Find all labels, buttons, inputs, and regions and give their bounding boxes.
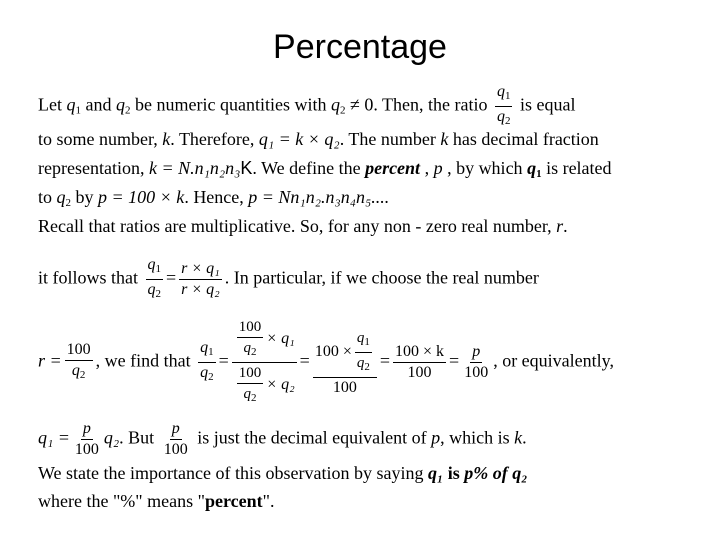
line-10: where the "%" means "percent".	[38, 491, 275, 511]
line-9: We state the importance of this observation by saying q₁ is p% of q₂	[38, 463, 528, 483]
line-6: it follows that $\frac{q_1}{q_2}$ = $\frac{\text{r × q₁}}{\text{r × q₂}}$ . In particular, if we choose the real number	[38, 256, 539, 303]
q1-over-q2: $\frac{q_1}{q_2}$	[147, 256, 161, 300]
line-3: representation, k = N.n₁n₂n₃K. We define the percent , p , by which $q_1$ is related	[38, 158, 612, 180]
r-fraction: $\frac{100}{q_2}$	[66, 341, 91, 381]
slide-title: Percentage	[273, 28, 447, 66]
ratio-fraction: $\frac{q_1}{q_2}$	[496, 83, 511, 127]
line-7: r = $\frac{100}{q_2}$ , we find that $\frac{q_1}{q_2}$ = $\frac{100}{q_2}$ × q₁ $\frac{100}{q_2}$ × q₂ = 100 × $\frac{q_1}{q_2}$ 100 = $\frac{100 \times k}{100}$ = $\frac{p}{100}$ , or equivalently,	[38, 318, 614, 407]
line-5: Recall that ratios are multiplicative. So, for any non - zero real number, r.	[38, 216, 568, 236]
line-8: q₁ = $\frac{p}{100}$ q₂. But $\frac{p}{100}$ is just the decimal equivalent of p, which is k.	[38, 420, 527, 458]
compound-fraction: $\frac{100}{q_2}$ × q₁ $\frac{100}{q_2}$ × q₂	[232, 318, 297, 407]
line-2: to some number, k. Therefore, q₁ = k × q₂. The number k has decimal fraction	[38, 129, 599, 149]
rq1-over-rq2: $\frac{\text{r × q₁}}{\text{r × q₂}}$	[181, 260, 220, 298]
k-glyph: K	[240, 158, 253, 178]
line-4: to $q_2$ by p = 100 × k. Hence, p = Nn₁n₂.n₃n₄n₅....	[38, 187, 390, 209]
line-1: Let $q_1$ and $q_2$ be numeric quantities with $q_2 \ne 0$. Then, the ratio $\frac{q_1}{q_2}$ is equal	[38, 83, 575, 130]
